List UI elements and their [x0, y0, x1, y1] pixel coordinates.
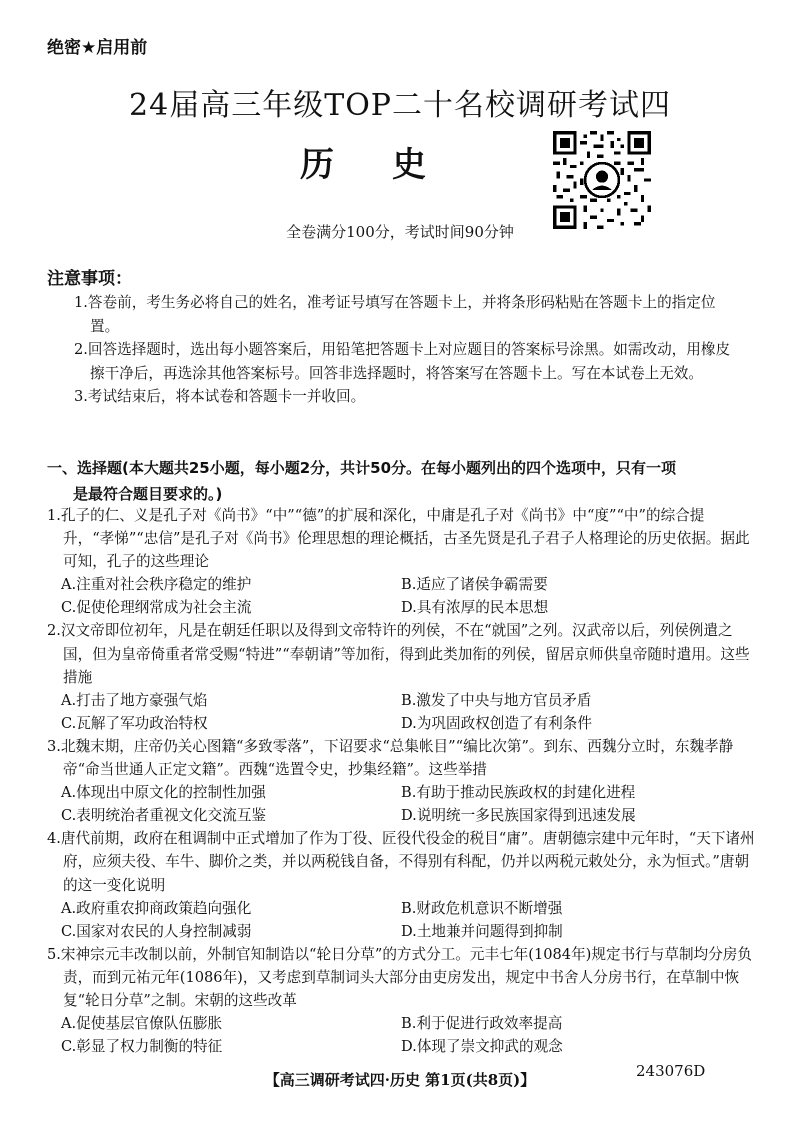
option-a: A.打击了地方豪强气焰: [61, 691, 208, 709]
option-c: C.促使伦理纲常成为社会主流: [61, 599, 252, 617]
question-options: [61, 573, 755, 619]
option-a: A.政府重农抑商政策趋向强化: [61, 899, 252, 917]
option-b: B.激发了中央与地方官员矛盾: [401, 691, 592, 709]
page-footer: 【高三调研考试四·历史 第1页(共8页)】: [264, 1071, 536, 1089]
option-d: D.土地兼并问题得到抑制: [401, 922, 563, 940]
option-b: B.有助于推动民族政权的封建化进程: [401, 784, 636, 802]
option-d: D.为巩固政权创造了有利条件: [401, 714, 592, 732]
option-d: D.具有浓厚的民本思想: [401, 599, 549, 617]
notice-item: 3.考试结束后，将本试卷和答题卡一并收回。: [74, 388, 366, 405]
question-stem: 5.宋神宗元丰改制以前，外制官知制诰以“轮日分草”的方式分工。元丰七年(1084年)规定书行与草制均分房负责，而到元祐元年(1086年)，又考虑到草制词头大部分由吏房发出，规定中书舍人分房书行，在草制中恢复“轮日分草”之制。宋朝的这些改革: [47, 945, 752, 1009]
question-3: [47, 735, 755, 827]
notice-list: [74, 291, 734, 409]
question-4: [47, 827, 755, 942]
notice-item: 2.回答选择题时，选出每小题答案后，用铅笔把答题卡上对应题目的答案标号涂黑。如需改动，用橡皮擦干净后，再选涂其他答案标号。回答非选择题时，将答案写在答题卡上。写在本试卷上无效。: [74, 341, 731, 382]
notice-item: 1.答卷前，考生务必将自己的姓名，准考证号填写在答题卡上，并将条形码粘贴在答题卡上的指定位置。: [74, 294, 716, 335]
option-c: C.表明统治者重视文化交流互鉴: [61, 807, 267, 825]
exam-title: 24届高三年级TOP二十名校调研考试四: [129, 88, 671, 123]
question-stem: 3.北魏末期，庄帝仍关心图籍“多致零落”，下诏要求“总集帐目”“编比次第”。到东、西魏分立时，东魏孝静帝“命当世通人正定文籍”。西魏“选置令史，抄集经籍”。这些举措: [47, 737, 734, 779]
section-heading-line2: 是最符合题目要求的。): [73, 485, 223, 503]
question-options: [61, 897, 755, 943]
option-b: B.财政危机意识不断增强: [401, 899, 563, 917]
question-5: [47, 943, 755, 1058]
option-d: D.说明统一多民族国家得到迅速发展: [401, 807, 636, 825]
section-heading: [47, 455, 747, 507]
score-info: 全卷满分100分，考试时间90分钟: [286, 223, 514, 241]
question-options: [61, 781, 755, 827]
subject-title: 历史: [300, 145, 484, 185]
question-stem: 2.汉文帝即位初年，凡是在朝廷任职以及得到文帝特许的列侯，不在“就国”之列。汉武帝以后，列侯例遣之国，但为皇帝倚重者常受赐“特进”“奉朝请”等加衔，得到此类加衔的列侯，留居京师供皇帝随时遣用。这些措施: [47, 622, 750, 686]
question-options: [61, 1012, 755, 1058]
option-c: C.瓦解了军功政治特权: [61, 714, 208, 732]
option-d: D.体现了崇文抑武的观念: [401, 1038, 563, 1056]
paper-code: 243076D: [636, 1062, 706, 1080]
question-list: [47, 504, 755, 1058]
question-options: [61, 689, 755, 735]
option-a: A.体现出中原文化的控制性加强: [61, 784, 266, 802]
secret-label: 绝密★启用前: [47, 38, 148, 58]
option-a: A.促使基层官僚队伍膨胀: [61, 1015, 223, 1033]
option-a: A.注重对社会秩序稳定的维护: [61, 576, 252, 594]
option-b: B.利于促进行政效率提高: [401, 1015, 563, 1033]
section-heading-line1: 一、选择题(本大题共25小题，每小题2分，共计50分。在每小题列出的四个选项中，只有一项: [47, 459, 677, 477]
qr-code-icon: [553, 131, 651, 229]
option-b: B.适应了诸侯争霸需要: [401, 576, 548, 594]
question-1: [47, 504, 755, 619]
question-stem: 1.孔子的仁、义是孔子对《尚书》“中”“德”的扩展和深化，中庸是孔子对《尚书》中“度”“中”的综合提升，“孝悌”“忠信”是孔子对《尚书》伦理思想的理论概括，古圣先贤是孔子君子人格理论的历史依据。据此可知，孔子的这些理论: [47, 507, 750, 571]
notice-heading: 注意事项：: [47, 269, 132, 289]
option-c: C.国家对农民的人身控制减弱: [61, 922, 252, 940]
question-2: [47, 619, 755, 734]
option-c: C.彰显了权力制衡的特征: [61, 1038, 223, 1056]
question-stem: 4.唐代前期，政府在租调制中正式增加了作为丁役、匠役代役金的税目“庸”。唐朝德宗建中元年时，“天下诸州府，应须夫役、车牛、脚价之类，并以两税钱自备，不得别有科配，仍并以两税元敕处分，永为恒式。”唐朝的这一变化说明: [47, 830, 755, 894]
